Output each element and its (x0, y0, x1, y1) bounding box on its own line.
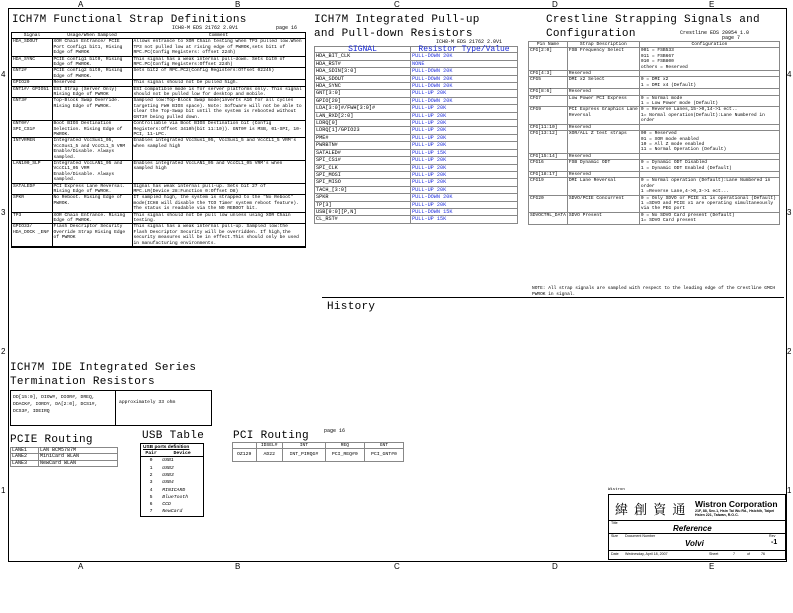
crest-config-cell: 0 = DMI x2 1 = DMI x4 (Default) (639, 77, 779, 89)
pull-resistor-cell: PULL-UP 20K (411, 157, 518, 164)
pull-resistor-cell: PULL-UP 20K (411, 142, 518, 149)
strap-row (12, 86, 305, 98)
crest-desc-cell: Reserved (567, 153, 639, 159)
crest-pin-cell: CFG5 (529, 77, 568, 89)
pci-page-ref: page 16 (324, 428, 346, 434)
crest-pin-cell: CFG[13:12] (529, 131, 568, 154)
strap-usage-cell: PCIE config2 bit0, Rising Edge of PWROK. (52, 68, 132, 80)
crest-header-config: Configuration (639, 42, 779, 48)
pull-resistor-cell: PULL-UP 20K (411, 90, 518, 97)
pull-signal-cell: TP[3] (315, 201, 411, 208)
strap-signal-cell: GNT0#/ SPI_CS1# (12, 121, 52, 138)
strap-row (12, 138, 305, 161)
crest-page-ref: page 7 (722, 35, 741, 41)
pull-signal-cell: HDA_SYNC (315, 83, 411, 90)
pull-resistor-cell: PULL-UP 20K (411, 201, 518, 208)
pci-header-cell: INT (282, 443, 325, 449)
pci-title: PCI Routing (233, 430, 309, 442)
usb-pair-cell: 3 (149, 480, 153, 486)
crest-pin-cell: CFG19 (529, 178, 568, 195)
pcie-lane-cell: LANE1 (11, 448, 39, 454)
strap-usage-cell: PCIE config1 bit0, Rising Edge of PWROK. (52, 56, 132, 68)
pull-row (315, 83, 518, 90)
crest-doc-ref: Crestline EDS 20954 1.0 (680, 30, 750, 36)
pull-resistor-cell: PULL-UP 20K (411, 171, 518, 178)
strap-usage-cell: Top-Block Swap Override. Rising Edge of PWROK. (52, 98, 132, 121)
titleblock-rev-label: Rev (769, 534, 776, 538)
pull-signal-cell: TACH_[3:0] (315, 186, 411, 193)
pci-cell: PCI_GNT#0 (364, 449, 403, 462)
strap-comment-cell: Controllable via Boot BIOS Destination bit (Config Registers:Offset 3410h(bit 11:10)). GNT0# is MSB, 01-SPI, 10-PCI, 11-LPC. (132, 121, 305, 138)
usb-pair-cell: 1 (149, 465, 153, 471)
pull-row (315, 194, 518, 201)
pull-title-2: and Pull-down Resistors (314, 28, 473, 40)
usb-pair-cell: 7 (149, 509, 153, 515)
crest-desc-cell: Low Power PCI Express (567, 95, 639, 107)
pull-resistor-cell: PULL-DOWN 20K (411, 97, 518, 104)
usb-header-pair: Pair (141, 451, 161, 457)
usb-row (141, 508, 203, 515)
crest-desc-cell: DMI Lane Reversal (567, 178, 639, 195)
crest-desc-cell: FSB Frequency Select (567, 48, 639, 71)
history-title: History (327, 301, 376, 313)
crest-config-cell: 0 = Reverse Lanes,15->0,14->1 ect.. 1= Normal operation(Default):Lane Numbered in order (639, 107, 779, 124)
crest-row (529, 95, 780, 107)
strap-header-usage: Usage/When Sampled (52, 33, 132, 39)
crest-note: NOTE: All strap signals are sampled with respect to the leading edge of the Crestline GMCH PWROK in signal. (532, 286, 776, 297)
zone-col-c-bottom: C (394, 562, 400, 571)
pull-signal-cell: SPI_MISO (315, 179, 411, 186)
pull-signal-cell: LDRQ[0] (315, 120, 411, 127)
pull-row (315, 75, 518, 82)
ide-title-2: Termination Resistors (10, 376, 155, 388)
pull-row (315, 112, 518, 119)
strap-row (12, 160, 305, 183)
titleblock-rule-1 (609, 520, 785, 521)
crest-header-desc: Strap Description (567, 42, 639, 48)
strap-page-ref: page 16 (276, 25, 298, 31)
crest-desc-cell: DMI x2 Select (567, 77, 639, 89)
pull-table-body (315, 53, 518, 223)
strap-signal-cell: GPIO33/ HDA_DOCK _EN# (12, 224, 52, 247)
pci-data-row (233, 449, 404, 462)
usb-device-cell: MINICARD (162, 487, 186, 493)
usb-pair-cell: 0 (149, 458, 153, 464)
strap-signal-cell: INTVRMEN (12, 138, 52, 161)
pull-row (315, 134, 518, 141)
usb-device-cell: USB1 (162, 458, 174, 464)
crest-config-cell: 0 = Normal mode 1 = Low Power mode (Default) (639, 95, 779, 107)
titleblock-rev-value: -1 (771, 539, 778, 546)
crest-config-cell: 00 = Reserved 01 = XOR mode enabled 10 = All Z mode enabled 11 = Normal Operation (Default) (639, 131, 779, 154)
crest-pin-cell: CFG9 (529, 107, 568, 124)
pull-row (315, 157, 518, 164)
pull-signal-cell: HDA_BIT_CLK (315, 53, 411, 60)
pull-signal-cell: SPI_MOSI (315, 171, 411, 178)
titleblock-sheet-label: Sheet (709, 552, 719, 556)
zone-col-b-top: B (235, 0, 241, 9)
strap-row (12, 68, 305, 80)
crest-pin-cell: CFG[2:0] (529, 48, 568, 71)
pull-table-box (314, 46, 518, 224)
crest-row (529, 107, 780, 124)
crest-row (529, 77, 780, 89)
strap-signal-cell: GNT1#/ GPIO51 (12, 86, 52, 98)
pci-header-cell: REQ (325, 443, 364, 449)
pull-resistor-cell: PULL-UP 20K (411, 134, 518, 141)
pci-table (232, 442, 404, 462)
titleblock-date-label: Date (611, 552, 619, 556)
ide-signals: DD[15:0], DIOW#, DIOR#, DREQ, DDACK#, IORDY, DA[2:0], DCS1#, DCS3#, IDEIRQ (13, 395, 98, 414)
pull-resistor-cell: PULL-UP 20K (411, 164, 518, 171)
strap-table (12, 33, 305, 247)
usb-pair-cell: 2 (149, 473, 153, 478)
pull-signal-cell: USB[9:0][P,N] (315, 208, 411, 215)
title-block (608, 494, 786, 560)
pull-row (315, 105, 518, 112)
crest-desc-cell: Reserved (567, 124, 639, 130)
pull-resistor-cell: PULL-DOWN 20K (411, 83, 518, 90)
strap-comment-cell: Signal has weak internal pull-up. Sets bit 27 of MPC.LR(Device 28:Function 0:Offset D8) (132, 183, 305, 195)
strap-usage-cell: Flash Descriptor Security Override Strap Rising Edge of PWROK (52, 224, 132, 247)
pcie-row (11, 460, 118, 466)
crest-title-2: Configuration (546, 28, 636, 40)
strap-usage-cell: No Reboot. Rising Edge of PWROK. (52, 195, 132, 212)
titleblock-tag: Wistron (608, 488, 625, 492)
pull-signal-cell: LDRQ[1]/GPIO23 (315, 127, 411, 134)
usb-pair-cell: 4 (149, 487, 153, 493)
strap-usage-cell: Integrated VccSus1_05, VccSus1_5 and VccCL1_5 VRM Enable/Disable. Always sampled. (52, 138, 132, 161)
usb-row (141, 465, 203, 472)
crest-pin-cell: CFG7 (529, 95, 568, 107)
pull-header-signal: SIGNAL (315, 47, 411, 53)
pull-signal-cell: SPI_CS1# (315, 157, 411, 164)
crest-pin-cell: CFG16 (529, 160, 568, 172)
pull-signal-cell: PWRBTN# (315, 142, 411, 149)
strap-signal-cell: GPIO20 (12, 80, 52, 86)
strap-comment-cell: This signal has a weak internal pull-up. Sampled low:the Flash Descriptor Security will be overridden. If high,the security measures will be in effect.This should only be used in manufacturing environments. (132, 224, 305, 247)
crest-pin-cell: CFG[18:17] (529, 171, 568, 177)
strap-row (12, 224, 305, 247)
crest-table-body (529, 48, 780, 224)
pcie-device-cell: NewCard WLAN (39, 460, 118, 466)
crest-row (529, 160, 780, 172)
zone-row-3-right: 3 (787, 208, 792, 217)
crest-desc-cell: Reserved (567, 171, 639, 177)
pull-row (315, 179, 518, 186)
strap-usage-cell: ESI Strap (Server Only) Rising Edge of PWROK (52, 86, 132, 98)
pull-row (315, 53, 518, 60)
strap-signal-cell: SATALED# (12, 183, 52, 195)
strap-usage-cell: XOR Chain Entrance/ PCIE Port Config1 bit1, Rising Edge of PWROK (52, 39, 132, 56)
pull-resistor-cell: PULL-DOWN 15K (411, 208, 518, 215)
pull-title-1: ICH7M Integrated Pull-up (314, 14, 480, 26)
strap-usage-cell: Boot BIOS Destination Selection. Rising Edge of PWROK. (52, 121, 132, 138)
strap-table-box (11, 32, 306, 248)
strap-comment-cell: If sampled high, the system is strapped to the "No Reboot" mode(ICH8 will disable the TCO Timer system reboot feature). The status is readable via the NO REBOOT bit. (132, 195, 305, 212)
crest-row (529, 178, 780, 195)
crest-table (528, 41, 780, 225)
strap-signal-cell: LAN100_SLP (12, 160, 52, 183)
pull-resistor-cell: PULL-DOWN 20K (411, 75, 518, 82)
pull-signal-cell: SATALED# (315, 149, 411, 156)
pull-resistor-cell: PULL-DOWN 20K (411, 194, 518, 201)
zone-col-c-top: C (394, 0, 400, 9)
pull-resistor-cell: NONE (411, 60, 518, 67)
strap-header-comment: Comment (132, 33, 305, 39)
usb-pair-cell: 6 (149, 502, 153, 508)
strap-signal-cell: HDA_SDOUT (12, 39, 52, 56)
crest-pin-cell: CFG[8:6] (529, 89, 568, 95)
usb-table (141, 451, 203, 516)
crest-desc-cell: XOR/ALL Z test straps (567, 131, 639, 154)
titleblock-of-value: 76 (761, 552, 765, 556)
usb-box (140, 443, 204, 517)
pull-signal-cell: GNT[3:0] (315, 90, 411, 97)
crest-desc-cell: PCI Express Graphics Lane Reversal (567, 107, 639, 124)
crest-table-box (528, 41, 780, 225)
zone-col-a-top: A (78, 0, 84, 9)
pull-signal-cell: HDA_RST# (315, 60, 411, 67)
zone-col-e-bottom: E (709, 562, 715, 571)
pull-resistor-cell: PULL-UP 20K (411, 120, 518, 127)
crest-desc-cell: SDVO/PCIE Concurrent (567, 195, 639, 212)
pull-table (314, 46, 518, 224)
crest-pin-cell: CFG[4:3] (529, 71, 568, 77)
pull-row (315, 68, 518, 75)
pci-cell: OZ129 (233, 449, 257, 462)
strap-comment-cell: Allows entrance to XOR Chain testing when TP3 pulled low.When TP3 not pulled low at rising edge of PWROK,sets bit1 of RPC.PC(Config Registers: offset 224h) (132, 39, 305, 56)
pull-resistor-cell: PULL-UP 20K (411, 112, 518, 119)
zone-col-b-bottom: B (235, 562, 241, 571)
zone-col-a-bottom: A (78, 562, 84, 571)
crest-config-cell: 0 = No SDVO Card present (Default) 1= SDVO Card present (639, 212, 779, 224)
titleblock-company: Wistron Corporation (695, 499, 778, 509)
titleblock-size-label: Size (611, 534, 618, 538)
strap-usage-cell: XOR Chain Entrance. Rising Edge of PWROK. (52, 212, 132, 224)
pci-cell: AD22 (256, 449, 282, 462)
pcie-device-cell: MiniCard WLAN (39, 454, 118, 460)
crest-pin-cell: SDVOCTRL_DATA (529, 212, 568, 224)
strap-comment-cell: This signal should not be pulled high. (132, 80, 305, 86)
usb-row (141, 494, 203, 501)
zone-row-2-right: 2 (787, 347, 792, 356)
usb-header-device: Device (161, 451, 203, 457)
pull-row (315, 149, 518, 156)
pull-resistor-cell: PULL-UP 20K (411, 105, 518, 112)
strap-row (12, 212, 305, 224)
strap-signal-cell: GNT3# (12, 98, 52, 121)
crest-row (529, 131, 780, 154)
pull-signal-cell: SPI_CLK (315, 164, 411, 171)
usb-row (141, 472, 203, 479)
strap-usage-cell: Reserved (52, 80, 132, 86)
zone-row-4-right: 4 (787, 70, 792, 79)
strap-comment-cell: Enables integrated VccSus1_05, VccSus1_5 and VccCL1_5 VRM's when sampled high (132, 138, 305, 161)
strap-header-signal: Signal (12, 33, 52, 39)
strap-comment-cell: This signal has a weak internal pull-down. Sets bit0 of RPC.PC(Config Registers:Offset 224h) (132, 56, 305, 68)
zone-row-4-left: 4 (1, 70, 6, 79)
strap-row (12, 195, 305, 212)
crest-config-cell: 0 = Normal operation (Default):Lane Numbered in order 1 =Reverse Lane,4->0,3->1 ect... (639, 178, 779, 195)
strap-signal-cell: TP3 (12, 212, 52, 224)
crest-config-cell: 0 = Dynamic ODT Disabled 1 = Dynamic ODT Enabled (Default) (639, 160, 779, 172)
strap-row (12, 56, 305, 68)
usb-row (141, 457, 203, 465)
pcie-table-body (11, 448, 118, 467)
usb-device-cell: CCD (162, 502, 171, 508)
strap-table-body (12, 39, 305, 247)
usb-table-body (141, 457, 203, 516)
pci-header-cell: GNT (364, 443, 403, 449)
pull-signal-cell: SPKR (315, 194, 411, 201)
pull-resistor-cell: PULL-UP 20K (411, 186, 518, 193)
crest-config-cell: 001 = FSB533 011 = FSB667 010 = FSB800 others = Reserved (639, 48, 779, 71)
titleblock-doc-label: Document Number (625, 534, 656, 538)
strap-usage-cell: Integrated VccLAN1_05 and VccCL1_05 VRM Enable/Disable. Always sampled. (52, 160, 132, 183)
crest-pin-cell: CFG20 (529, 195, 568, 212)
strap-doc-ref: ICH8-M EDS 21762 2.0V1 (172, 25, 239, 31)
pull-row (315, 201, 518, 208)
usb-row (141, 487, 203, 494)
pull-row (315, 142, 518, 149)
ide-value: approximately 33 ohm (119, 400, 176, 405)
usb-device-cell: USB4 (162, 480, 174, 486)
pull-signal-cell: LAN_RXD[2:0] (315, 112, 411, 119)
zone-col-d-top: D (552, 0, 558, 9)
zone-row-2-left: 2 (1, 347, 6, 356)
crest-row (529, 195, 780, 212)
crest-row (529, 48, 780, 71)
pull-row (315, 216, 518, 223)
titleblock-title-label: Title (611, 521, 618, 525)
zone-row-3-left: 3 (1, 208, 6, 217)
titleblock-date-value: Wednesday, April 18, 2007 (625, 552, 668, 556)
pull-resistor-cell: PULL-DOWN 20K (411, 68, 518, 75)
pull-row (315, 171, 518, 178)
ide-title-1: ICH7M IDE Integrated Series (10, 362, 197, 374)
strap-row (12, 183, 305, 195)
usb-title: USB Table (142, 430, 205, 442)
pull-signal-cell: CL_RST# (315, 216, 411, 223)
pull-row (315, 208, 518, 215)
strap-signal-cell: SPKR (12, 195, 52, 212)
history-rule (322, 297, 784, 298)
usb-device-cell: NewCard (162, 509, 183, 515)
titleblock-rule-3 (609, 550, 785, 551)
pull-row (315, 120, 518, 127)
ide-box (10, 390, 212, 426)
crest-pin-cell: CFG[11:10] (529, 124, 568, 130)
usb-pair-cell: 5 (149, 494, 153, 500)
strap-title: ICH7M Functional Strap Definitions (12, 14, 247, 26)
pci-cell: INT_PIRQG# (282, 449, 325, 462)
titleblock-of-label: of (747, 552, 750, 556)
usb-device-cell: USB2 (162, 465, 174, 471)
pull-signal-cell: PME# (315, 134, 411, 141)
usb-device-cell: BlueTooth (162, 494, 189, 500)
pull-resistor-cell: PULL-UP 20K (411, 179, 518, 186)
pull-row (315, 97, 518, 104)
titleblock-chinese-logo: 緯 創 資 通 (615, 503, 687, 518)
zone-row-1-left: 1 (1, 486, 6, 495)
pull-header-resistor: Resistor Type/Value (411, 47, 518, 53)
usb-device-cell: USB3 (162, 473, 174, 478)
pull-signal-cell: GPIO[20] (315, 97, 411, 104)
strap-usage-cell: PCI Express Lane Reversal. Rising Edge of PWROK. (52, 183, 132, 195)
pull-row (315, 127, 518, 134)
pull-row (315, 60, 518, 67)
zone-col-d-bottom: D (552, 562, 558, 571)
zone-row-1-right: 1 (787, 486, 792, 495)
strap-comment-cell: Sets bit2 of RPC.PC2(Config Registers:Offset 0224h) (132, 68, 305, 80)
pull-signal-cell: HDA_SDIN[3:0] (315, 68, 411, 75)
strap-signal-cell: HDA_SYNC (12, 56, 52, 68)
pull-doc-ref: ICH8-M EDS 21762 2.0V1 (436, 39, 503, 45)
pci-header-cell: IDSEL# (256, 443, 282, 449)
strap-comment-cell: This signal should not be pull low unless using XOR Chain testing. (132, 212, 305, 224)
pcie-table (10, 447, 118, 467)
pull-resistor-cell: PULL-UP 20K (411, 127, 518, 134)
crest-desc-cell: SDVO Present (567, 212, 639, 224)
pull-row (315, 186, 518, 193)
pcie-device-cell: LAN BCM5787M (39, 448, 118, 454)
usb-caption: USB ports definition (143, 445, 190, 450)
pull-row (315, 90, 518, 97)
crest-row (529, 212, 780, 224)
pull-signal-cell: HDA_SDOUT (315, 75, 411, 82)
titleblock-doc-value: Volvi (685, 539, 704, 548)
crest-desc-cell: Reserved (567, 89, 639, 95)
crest-desc-cell: FSB Dynamic ODT (567, 160, 639, 172)
strap-comment-cell: ESI compatible mode is for server platforms only. This signal should not be pulled low for desktop and mobile. (132, 86, 305, 98)
crest-desc-cell: Reserved (567, 71, 639, 77)
ide-divider (115, 391, 116, 425)
strap-comment-cell: Sampled low:Top-Block Swap mode(inverts A16 for all cycles targeting FWH BIOS space). Note: Software will not be able to clear the Top-Swap bit until the system is rebooted without GNT3# being pulled down. (132, 98, 305, 121)
strap-row (12, 39, 305, 56)
strap-row (12, 121, 305, 138)
pcie-lane-cell: LANE3 (11, 460, 39, 466)
pull-signal-cell: LDA[3:0]#/FWH[3:0]# (315, 105, 411, 112)
titleblock-address: 21F, 88, Sec.1, Hsin Tai Wu Rd., Hsichih, Taipei Hsien 221, Taiwan, R.O.C. (695, 509, 775, 518)
titleblock-title-value: Reference (673, 524, 712, 533)
strap-signal-cell: GNT2# (12, 68, 52, 80)
pull-resistor-cell: PULL-UP 15K (411, 216, 518, 223)
crest-header-pin: Pin Name (529, 42, 568, 48)
crest-config-cell: 0 = Only SDVO or PCIE x1 is operational (Default) 1 =SDVO and PCIE x1 are operating simultaneously via the PEG port (639, 195, 779, 212)
crest-title-1: Crestline Strapping Signals and (546, 14, 760, 26)
pull-row (315, 164, 518, 171)
usb-row (141, 501, 203, 508)
zone-col-e-top: E (709, 0, 715, 9)
pci-cell: PCI_REQ#0 (325, 449, 364, 462)
pcie-lane-cell: LANE2 (11, 454, 39, 460)
usb-row (141, 479, 203, 486)
crest-pin-cell: CFG[15:14] (529, 153, 568, 159)
strap-row (12, 98, 305, 121)
pull-resistor-cell: PULL-UP 15K (411, 149, 518, 156)
strap-comment-cell: Enables integrated VccLAN1_05 and VccCL1_05 VRM's when sampled high (132, 160, 305, 183)
titleblock-sheet-value: 7 (733, 552, 735, 556)
pull-resistor-cell: PULL-DOWN 20K (411, 53, 518, 60)
pcie-title: PCIE Routing (10, 434, 93, 446)
